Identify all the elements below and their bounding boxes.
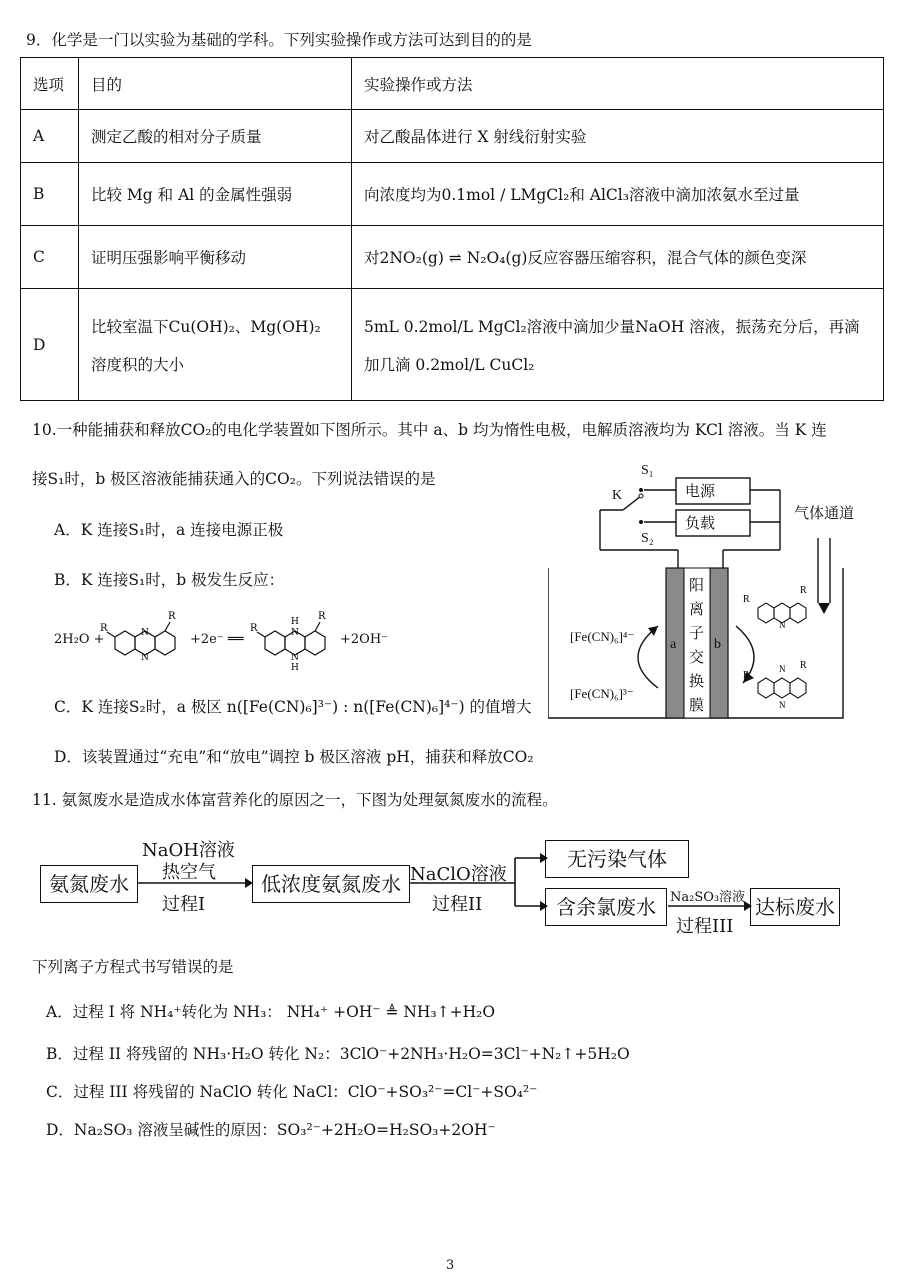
phenazine-structure xyxy=(100,605,190,670)
membrane-char: 阳 xyxy=(689,578,705,594)
eq-mid: +2e⁻ ══ xyxy=(190,632,244,647)
page-number: 3 xyxy=(446,1258,455,1273)
table-cell-method: 向浓度均为0.1mol / LMgCl₂和 AlCl₃溶液中滴加浓氨水至过量 xyxy=(352,163,884,226)
table-row xyxy=(21,163,884,226)
table-cell-goal xyxy=(79,289,352,401)
q9-table xyxy=(20,57,884,401)
n-label: N xyxy=(141,653,149,663)
table-cell-option: B xyxy=(21,163,79,226)
flow-label-process-3: 过程III xyxy=(676,916,734,937)
n-label: N xyxy=(291,653,299,663)
n-label: N xyxy=(779,664,786,674)
table-cell-method xyxy=(352,289,884,401)
table-row xyxy=(21,110,884,163)
table-row xyxy=(21,226,884,289)
s2-label: S₂ xyxy=(641,531,654,546)
table-header-cell: 实验操作或方法 xyxy=(352,58,884,110)
flow-box-low-concentration: 低浓度氨氮废水 xyxy=(252,865,410,903)
flow-box-clean-gas: 无污染气体 xyxy=(545,840,689,878)
fe-cn-3-label: [Fe(CN)₆]³⁻ xyxy=(570,686,634,701)
table-cell-option: C xyxy=(21,226,79,289)
r-label: R xyxy=(168,611,176,622)
goal-line: 比较室温下Cu(OH)₂、Mg(OH)₂ xyxy=(91,317,321,336)
r-label: R xyxy=(318,611,326,622)
load-label: 负载 xyxy=(685,516,716,532)
electrode-a-label: a xyxy=(670,637,677,652)
membrane-char: 交 xyxy=(689,650,705,666)
fe-cn-4-label: [Fe(CN)₆]⁴⁻ xyxy=(570,629,635,644)
flow-label-na2so3: Na₂SO₃溶液 xyxy=(670,890,746,905)
method-line: 加几滴 0.2mol/L CuCl₂ xyxy=(364,355,535,374)
r-label: R xyxy=(250,623,258,634)
q10-stem-line2: 接S₁时，b 极区溶液能捕获通入的CO₂。下列说法错误的是 xyxy=(32,470,436,488)
k-label: K xyxy=(612,488,623,503)
flow-label-process-2: 过程II xyxy=(432,894,483,915)
table-cell-goal: 测定乙酸的相对分子质量 xyxy=(79,110,352,163)
table-header-cell: 选项 xyxy=(21,58,79,110)
q11-option-d: D．Na₂SO₃ 溶液呈碱性的原因：SO₃²⁻+2H₂O=H₂SO₃+2OH⁻ xyxy=(46,1121,496,1139)
h-label: H xyxy=(291,617,299,627)
table-cell-method: 对乙酸晶体进行 X 射线衍射实验 xyxy=(352,110,884,163)
eq-right: +2OH⁻ xyxy=(340,632,389,647)
table-row xyxy=(21,289,884,401)
n-label: N xyxy=(779,700,786,710)
h-label: H xyxy=(291,663,299,673)
goal-line: 溶度积的大小 xyxy=(91,355,185,374)
method-line: 5mL 0.2mol/L MgCl₂溶液中滴加少量NaOH 溶液，振荡充分后，再滴 xyxy=(364,317,860,336)
r-label: R xyxy=(100,623,108,634)
n-label: N xyxy=(779,620,786,630)
n-label: N xyxy=(291,628,299,638)
table-header-row xyxy=(21,58,884,110)
flow-label-naoh: NaOH溶液 xyxy=(142,840,235,861)
r-label: R xyxy=(800,585,807,596)
table-header-cell: 目的 xyxy=(79,58,352,110)
q9-stem: 9．化学是一门以实验为基础的学科。下列实验操作或方法可达到目的的是 xyxy=(26,31,532,49)
membrane-char: 换 xyxy=(689,674,705,690)
q11-lead: 下列离子方程式书写错误的是 xyxy=(32,958,234,976)
q11-option-b: B．过程 II 将残留的 NH₃·H₂O 转化 N₂：3ClO⁻+2NH₃·H₂O=3Cl⁻+N₂↑+5H₂O xyxy=(46,1045,630,1063)
flow-box-ammonia-wastewater: 氨氮废水 xyxy=(40,865,138,903)
q11-stem: 11. 氨氮废水是造成水体富营养化的原因之一，下图为处理氨氮废水的流程。 xyxy=(32,791,558,809)
gas-channel-label: 气体通道 xyxy=(794,506,855,522)
n-label: N xyxy=(141,628,149,638)
q11-option-a: A．过程 I 将 NH₄⁺转化为 NH₃： NH₄⁺ +OH⁻ ≜ NH₃↑+H₂O xyxy=(46,1003,496,1021)
q10-option-c: C．K 连接S₂时，a 极区 n([Fe(CN)₆]³⁻) : n([Fe(CN)₆]⁴⁻) 的值增大 xyxy=(54,698,532,716)
membrane-char: 膜 xyxy=(689,698,705,714)
table-cell-method: 对2NO₂(g) ⇌ N₂O₄(g)反应容器压缩容积，混合气体的颜色变深 xyxy=(352,226,884,289)
r-label: R xyxy=(800,660,807,671)
membrane-char: 子 xyxy=(689,626,705,642)
r-label: R xyxy=(743,594,750,605)
membrane-char: 离 xyxy=(689,602,705,618)
table-cell-option: A xyxy=(21,110,79,163)
flow-box-residual-chlorine: 含余氯废水 xyxy=(545,888,667,926)
flow-label-hot-air: 热空气 xyxy=(162,862,216,883)
table-cell-option: D xyxy=(21,289,79,401)
flow-box-compliant-water: 达标废水 xyxy=(750,888,840,926)
q11-option-c: C．过程 III 将残留的 NaClO 转化 NaCl：ClO⁻+SO₃²⁻=Cl⁻+SO₄²⁻ xyxy=(46,1083,538,1101)
flow-label-naclo: NaClO溶液 xyxy=(410,864,507,885)
electrochemical-apparatus xyxy=(548,458,888,723)
table-cell-goal: 证明压强影响平衡移动 xyxy=(79,226,352,289)
power-label: 电源 xyxy=(685,484,716,500)
eq-left: 2H₂O + xyxy=(54,632,105,647)
electrode-b-label: b xyxy=(714,637,721,652)
r-label: R xyxy=(743,670,750,681)
q10-option-b: B．K 连接S₁时，b 极发生反应： xyxy=(54,571,285,589)
q10-stem-line1: 10.一种能捕获和释放CO₂的电化学装置如下图所示。其中 a、b 均为惰性电极，电解质溶液均为 KCl 溶液。当 K 连 xyxy=(32,421,827,439)
table-cell-goal: 比较 Mg 和 Al 的金属性强弱 xyxy=(79,163,352,226)
q10-option-a: A．K 连接S₁时，a 连接电源正极 xyxy=(54,521,284,539)
flow-label-process-1: 过程I xyxy=(162,894,206,915)
s1-label: S₁ xyxy=(641,463,654,478)
q10-option-d: D．该装置通过“充电”和“放电”调控 b 极区溶液 pH，捕获和释放CO₂ xyxy=(54,748,534,766)
dihydrophenazine-structure xyxy=(250,605,340,675)
